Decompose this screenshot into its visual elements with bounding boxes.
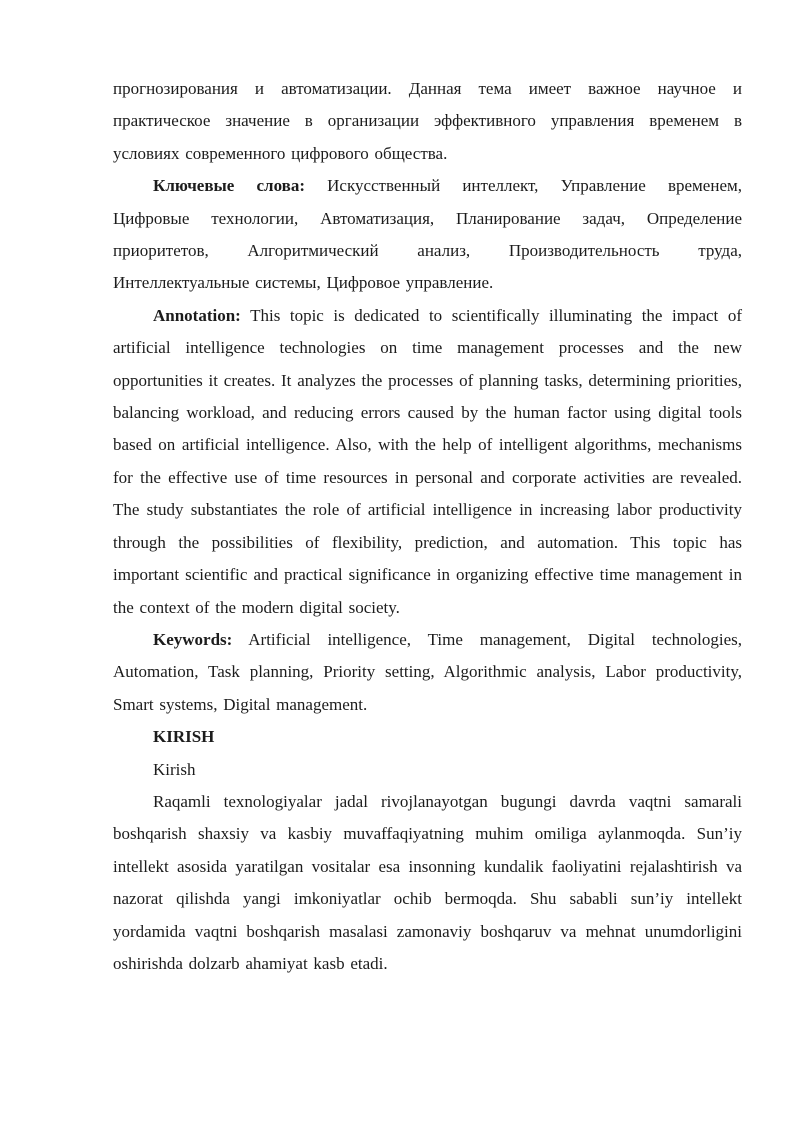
paragraph-kirish-body: Raqamli texnologiyalar jadal rivojlanayotgan bugungi davrda vaqtni samarali boshqarish shaxsiy va kasbiy muvaffaqiyatning muhim omiliga aylanmoqda. Sun’iy intellekt asosida yaratilgan vositalar esa insonning kundalik faoliyatini rejalashtirish va nazorat qilishda yangi imkoniyatlar ochib bermoqda. Shu sababli sun’iy intellekt yordamida vaqtni boshqarish masalasi zamonaviy boshqaruv va mehnat unumdorligini oshirishda dolzarb ahamiyat kasb etadi. [113, 791, 742, 973]
paragraph-annotation [113, 300, 742, 624]
paragraph-keywords-en [113, 624, 742, 721]
paragraph-intro-continuation: прогнозирования и автоматизации. Данная тема имеет важное научное и практическое значение в организации эффективного управления временем в условиях современного цифрового общества. [113, 79, 742, 163]
paragraph-keywords-ru [113, 170, 742, 300]
keywords-en-text: Artificial intelligence, Time management, Digital technologies, Automation, Task planning, Priority setting, Algorithmic analysis, Labor productivity, Smart systems, Digital management. [113, 629, 742, 714]
annotation-label: Annotation: [153, 305, 241, 325]
annotation-text: This topic is dedicated to scientifically illuminating the impact of artificial intelligence technologies on time management processes and the new opportunities it creates. It analyzes the processes of planning tasks, determining priorities, balancing workload, and reducing errors caused by the human factor using digital tools based on artificial intelligence. Also, with the help of intelligent algorithms, mechanisms for the effective use of time resources in personal and corporate activities are revealed. The study substantiates the role of artificial intelligence in increasing labor productivity through the possibilities of flexibility, prediction, and automation. This topic has important scientific and practical significance in organizing effective time management in the context of the modern digital society. [113, 305, 742, 617]
section-heading-kirish: KIRISH [153, 727, 215, 747]
keywords-ru-text: Искусственный интеллект, Управление временем, Цифровые технологии, Автоматизация, Планирование задач, Определение приоритетов, Алгоритмический анализ, Производительность труда, Интеллектуальные системы, Цифровое управление. [113, 176, 742, 293]
section-subheading-kirish: Kirish [153, 759, 196, 779]
keywords-ru-label: Ключевые слова: [153, 176, 305, 196]
keywords-en-label: Keywords: [153, 629, 233, 649]
